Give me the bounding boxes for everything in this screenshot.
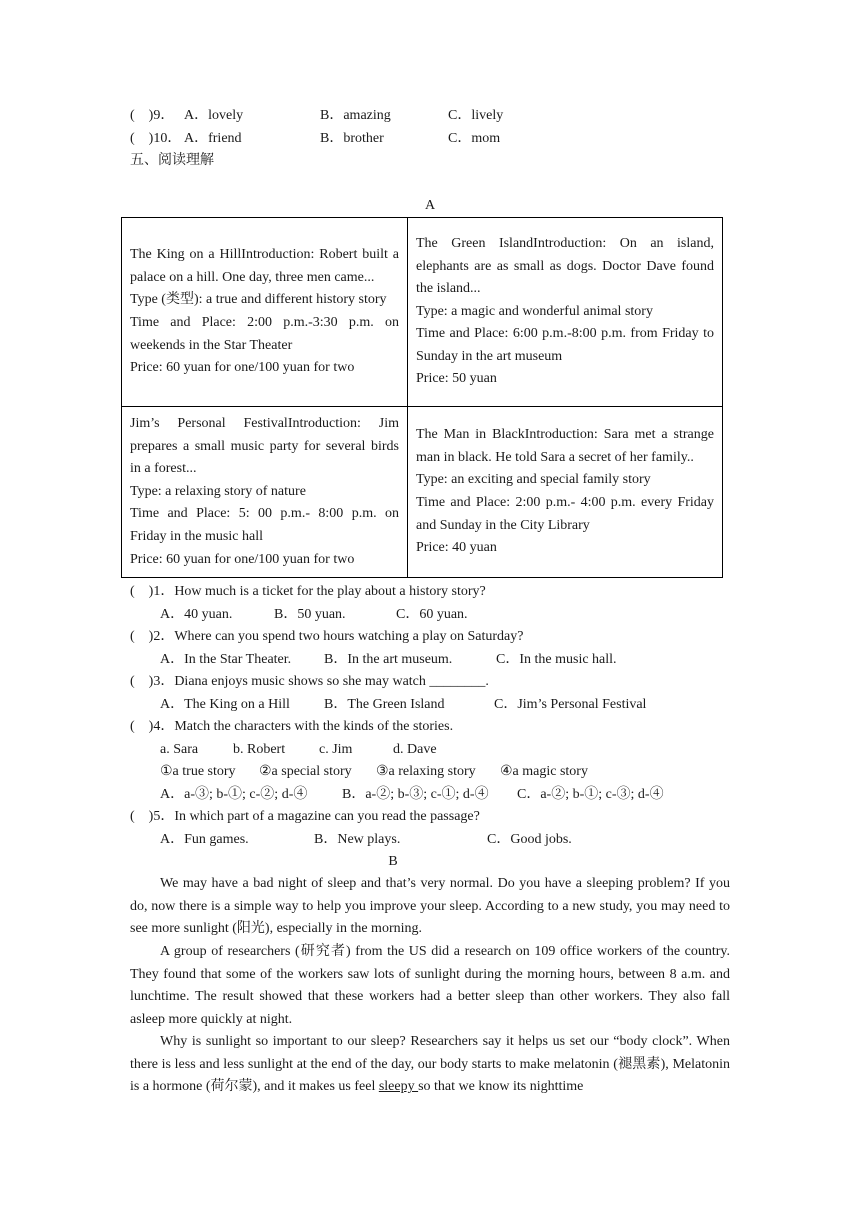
question-5-stem: ( )5．In which part of a magazine can you read the passage? [130, 809, 480, 824]
play-intro: Introduction: Robert built a palace on a hill. One day, three men came... [130, 247, 399, 285]
question-10-option-b[interactable]: B．brother [320, 131, 384, 146]
play-time-place: Time and Place: 6:00 p.m.-8:00 p.m. from Friday to Sunday in the art museum [416, 326, 714, 364]
story-kind-item: ④a magic story [500, 764, 588, 779]
question-1-option-a[interactable]: A．40 yuan. [160, 607, 233, 622]
question-9-option-b[interactable]: B．amazing [320, 108, 391, 123]
play-type: Type: a relaxing story of nature [130, 483, 306, 499]
play-intro: Introduction: On an island, elephants are as small as dogs. Doctor Dave found the island... [416, 235, 714, 297]
question-2-option-c[interactable]: C．In the music hall. [496, 652, 617, 667]
question-5-option-c[interactable]: C．Good jobs. [487, 832, 572, 847]
play-title: The King on a Hill [130, 247, 242, 263]
question-5-option-a[interactable]: A．Fun games. [160, 832, 249, 847]
story-kind-item: ①a true story [160, 764, 236, 779]
question-1-stem: ( )1．How much is a ticket for the play about a history story? [130, 584, 486, 599]
question-10-stem: ( )10． [130, 131, 182, 146]
question-3-option-c[interactable]: C．Jim’s Personal Festival [494, 697, 647, 712]
part-b-label: B [388, 854, 398, 869]
plays-table [121, 217, 723, 578]
character-item: a. Sara [160, 742, 199, 757]
play-title: The Man in Black [416, 427, 525, 443]
question-5-option-b[interactable]: B．New plays. [314, 832, 401, 847]
passage-b-paragraph-3 [130, 1031, 730, 1099]
play-time-place: Time and Place: 2:00 p.m.-3:30 p.m. on weekends in the Star Theater [130, 315, 399, 353]
play-type: Type: an exciting and special family story [416, 472, 651, 488]
character-item: b. Robert [233, 742, 286, 757]
story-kind-item: ②a special story [259, 764, 352, 779]
underlined-word-sleepy: sleepy [378, 1079, 419, 1095]
question-10-option-c[interactable]: C．mom [448, 131, 501, 146]
play-cell-green-island [408, 218, 723, 407]
story-kind-item: ③a relaxing story [376, 764, 476, 779]
question-3-option-b[interactable]: B．The Green Island [324, 697, 445, 712]
play-price: Price: 40 yuan [416, 540, 497, 556]
question-4-option-c[interactable]: C．a-②; b-①; c-③; d-④ [517, 787, 664, 802]
question-4-stem: ( )4．Match the characters with the kinds of the stories. [130, 719, 454, 734]
character-item: c. Jim [319, 742, 353, 757]
question-1-option-c[interactable]: C．60 yuan. [396, 607, 468, 622]
play-cell-man-in-black [408, 407, 723, 578]
question-4-option-a[interactable]: A．a-③; b-①; c-②; d-④ [160, 787, 308, 802]
play-type: Type: a magic and wonderful animal story [416, 303, 653, 319]
play-price: Price: 60 yuan for one/100 yuan for two [130, 551, 355, 567]
play-title: Jim’s Personal Festival [130, 416, 288, 431]
play-price: Price: 60 yuan for one/100 yuan for two [130, 360, 355, 376]
question-4-option-b[interactable]: B．a-②; b-③; c-①; d-④ [342, 787, 489, 802]
character-item: d. Dave [393, 742, 437, 757]
question-1-option-b[interactable]: B．50 yuan. [274, 607, 346, 622]
paragraph-text: Why is sunlight so important to our sleep? Researchers say it helps us set our “body clock”. When there is less and less sunlight at the end of the day, our body starts to make melatonin (褪黑素), Melatonin is a hormone (荷尔蒙), and it makes us feel [130, 1034, 730, 1095]
play-cell-king-on-a-hill [122, 218, 408, 407]
play-cell-jims-personal-festival [122, 407, 408, 578]
play-price: Price: 50 yuan [416, 371, 497, 387]
part-a-label: A [424, 198, 436, 213]
question-2-stem: ( )2．Where can you spend two hours watching a play on Saturday? [130, 629, 524, 644]
question-9-option-c[interactable]: C．lively [448, 108, 504, 123]
play-intro: Introduction: Sara met a strange man in black. He told Sara a secret of her family.. [416, 427, 714, 465]
play-time-place: Time and Place: 5: 00 p.m.- 8:00 p.m. on Friday in the music hall [130, 506, 399, 544]
passage-b-paragraph-2: A group of researchers (研究者) from the US did a research on 109 office workers of the country. They found that some of the workers saw lots of sunlight during the morning hours, between 8 a.m. and lunchtime. The result showed that these workers had a better sleep than other workers. They also fall asleep more quickly at night. [130, 944, 730, 1027]
question-9-option-a[interactable]: A．lovely [184, 108, 244, 123]
question-9-stem: ( )9． [130, 108, 175, 123]
question-2-option-b[interactable]: B．In the art museum. [324, 652, 453, 667]
passage-b-paragraph-1: We may have a bad night of sleep and that’s very normal. Do you have a sleeping problem? If you do, now there is a simple way to help you improve your sleep. According to a new study, you may need to see more sunlight (阳光), especially in the morning. [130, 876, 730, 937]
question-3-stem: ( )3．Diana enjoys music shows so she may watch ________. [130, 674, 489, 689]
paragraph-text: so that we know its nighttime [418, 1079, 584, 1095]
question-10-option-a[interactable]: A．friend [184, 131, 242, 146]
play-title: The Green Island [416, 235, 534, 251]
play-time-place: Time and Place: 2:00 p.m.- 4:00 p.m. every Friday and Sunday in the City Library [416, 495, 714, 533]
question-2-option-a[interactable]: A．In the Star Theater. [160, 652, 292, 667]
question-3-option-a[interactable]: A．The King on a Hill [160, 697, 290, 712]
play-type: Type (类型): a true and different history story [130, 292, 387, 308]
section-title: 五、阅读理解 [130, 153, 214, 168]
play-intro: Introduction: Jim prepares a small music party for several birds in a forest... [130, 416, 399, 477]
